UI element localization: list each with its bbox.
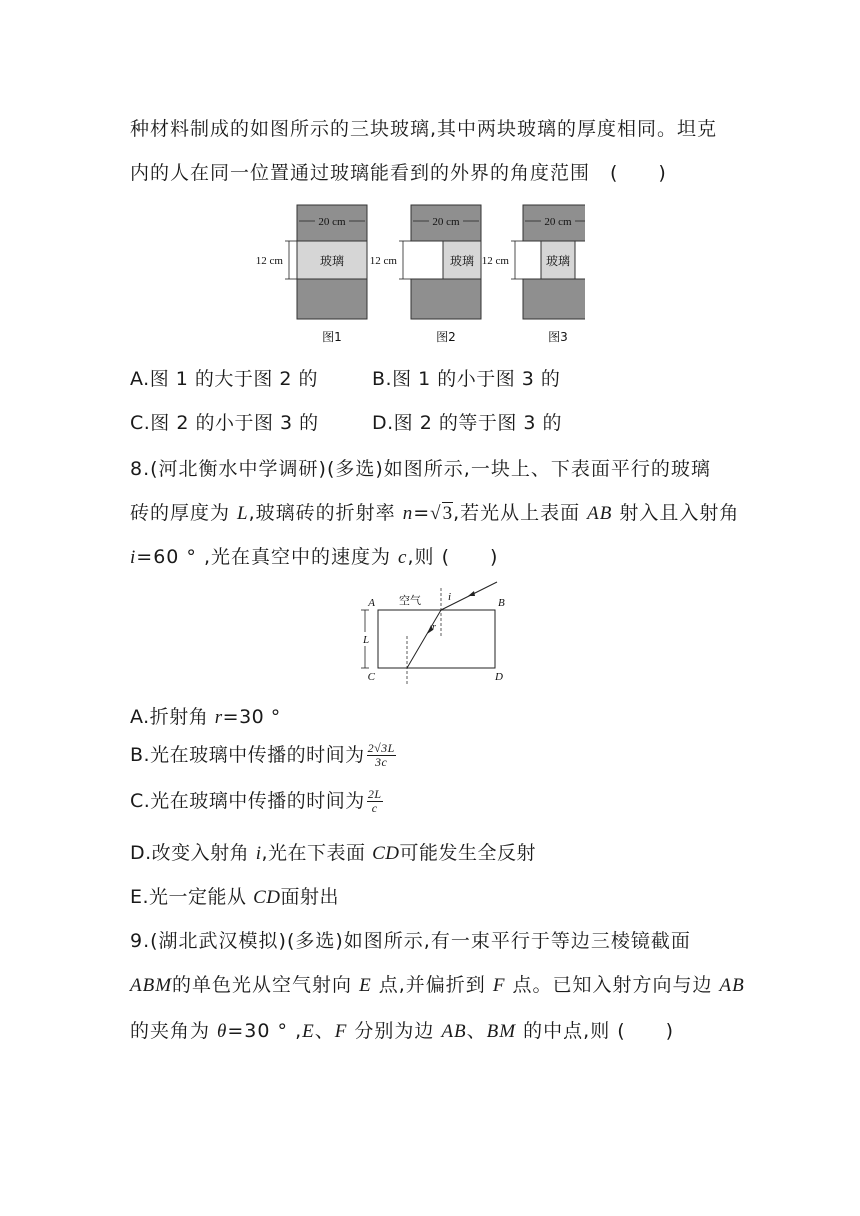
- height-label: 12 cm: [255, 255, 283, 267]
- angle-r-label: r: [432, 622, 436, 633]
- point-b: B: [498, 597, 505, 609]
- point-c: C: [367, 671, 375, 683]
- q8-text-line1: 8.(河北衡水中学调研)(多选)如图所示,一块上、下表面平行的玻璃: [130, 458, 711, 480]
- glass-label: 玻璃: [545, 254, 571, 268]
- q8-option-b[interactable]: B.光在玻璃中传播的时间为 $\frac{2√3L}{3c}$: [130, 741, 395, 769]
- q8-option-d[interactable]: D.改变入射角 i,光在下表面 CD可能发生全反射: [130, 842, 537, 864]
- caption-fig2: 图2: [436, 330, 456, 344]
- figure-3: [482, 205, 585, 344]
- q9-text-line3: 的夹角为 θ=30 ° ,E、F 分别为边 AB、BM 的中点,则 ( ): [130, 1020, 675, 1042]
- glass-label: 玻璃: [449, 254, 475, 268]
- width-label: 20 cm: [318, 216, 346, 228]
- q9-text-line2: ABM的单色光从空气射向 E 点,并偏折到 F 点。已知入射方向与边 AB: [130, 974, 745, 996]
- q7-option-a[interactable]: A.图 1 的大于图 2 的: [130, 368, 319, 390]
- caption-fig3: 图3: [548, 330, 568, 344]
- angle-i-label: i: [448, 591, 452, 603]
- caption-fig1: 图1: [322, 330, 342, 344]
- q9-text-line1: 9.(湖北武汉模拟)(多选)如图所示,有一束平行于等边三棱镜截面: [130, 930, 691, 952]
- q8-option-a[interactable]: A.折射角 r=30 °: [130, 706, 281, 728]
- q8-text-line3: i=60 ° ,光在真空中的速度为 c,则 ( ): [130, 546, 499, 568]
- q7-option-d[interactable]: D.图 2 的等于图 3 的: [372, 412, 563, 434]
- q7-text-line2: 内的人在同一位置通过玻璃能看到的外界的角度范围 ( ): [130, 162, 667, 184]
- q8-option-e[interactable]: E.光一定能从 CD面射出: [130, 886, 340, 908]
- q8-figure: [355, 580, 515, 686]
- q7-option-c[interactable]: C.图 2 的小于图 3 的: [130, 412, 319, 434]
- point-a: A: [368, 597, 375, 609]
- height-label: 12 cm: [369, 255, 397, 267]
- width-label: 20 cm: [544, 216, 572, 228]
- q8-option-c[interactable]: C.光在玻璃中传播的时间为 $\frac{2L}{c}$: [130, 787, 382, 815]
- q8-text-line2: 砖的厚度为 L,玻璃砖的折射率 n=√3,若光从上表面 AB 射入且入射角: [130, 502, 740, 524]
- point-d: D: [495, 671, 503, 683]
- figure-2: [370, 205, 481, 344]
- q7-figure: [255, 200, 585, 348]
- q7-option-b[interactable]: B.图 1 的小于图 3 的: [372, 368, 561, 390]
- width-label: 20 cm: [432, 216, 460, 228]
- air-label: 空气: [399, 594, 421, 607]
- thickness-label: L: [362, 634, 370, 646]
- q7-text-line1: 种材料制成的如图所示的三块玻璃,其中两块玻璃的厚度相同。坦克: [130, 118, 718, 140]
- figure-1: [256, 205, 367, 344]
- glass-label: 玻璃: [319, 254, 345, 268]
- height-label: 12 cm: [481, 255, 509, 267]
